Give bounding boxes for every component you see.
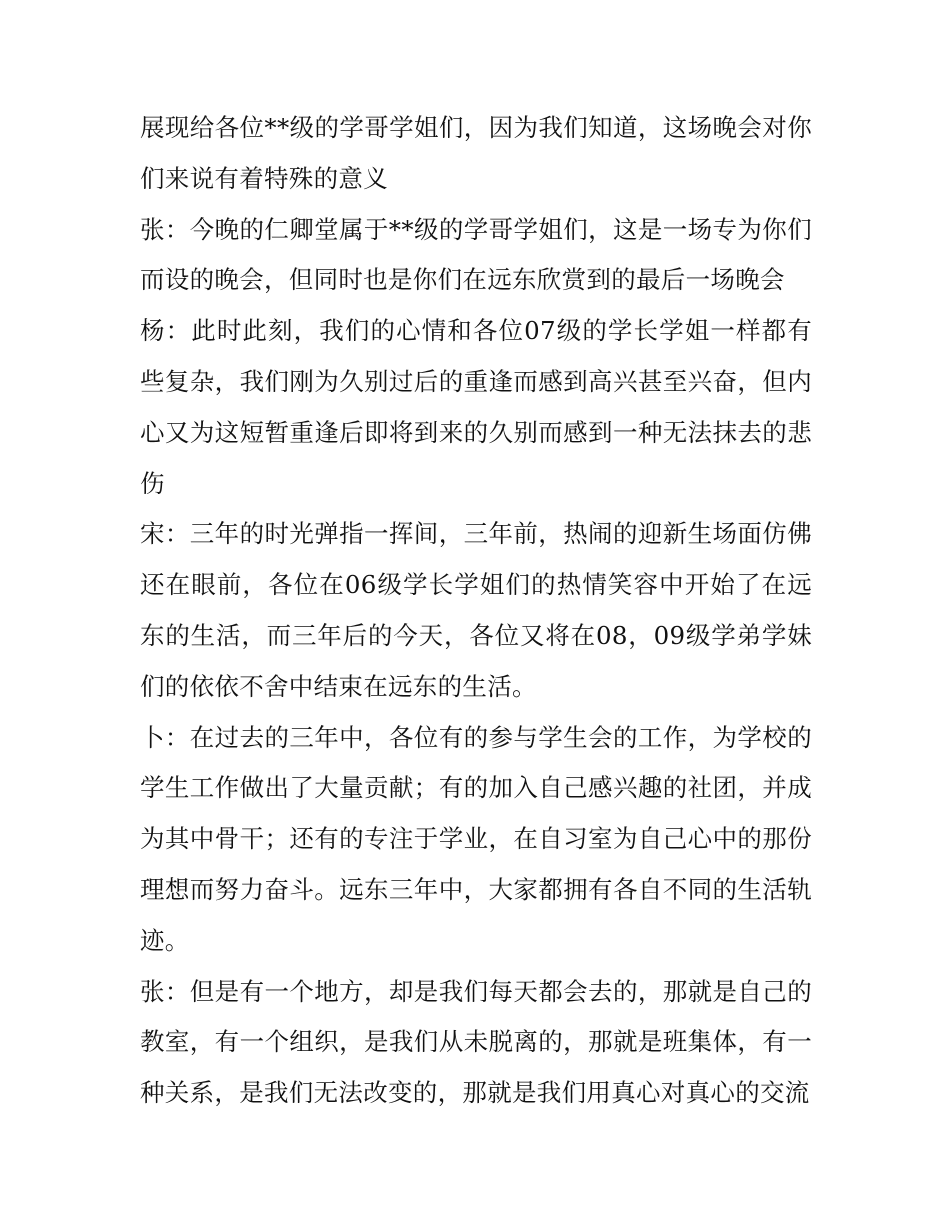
paragraph-zhang-1: 张：今晚的仁卿堂属于**级的学哥学姐们，这是一场专为你们而设的晚会，但同时也是你们在远东欣赏到的最后一场晚会	[140, 214, 812, 295]
paragraph-song: 宋：三年的时光弹指一挥间，三年前，热闹的迎新生场面仿佛还在眼前，各位在06级学长学姐们的热情笑容中开始了在远东的生活，而三年后的今天，各位又将在08，09级学弟学妹们的依依不舍中结束在远东的生活。	[140, 519, 812, 701]
paragraph-zhang-2: 张：但是有一个地方，却是我们每天都会去的，那就是自己的教室，有一个组织，是我们从未脱离的，那就是班集体，有一种关系，是我们无法改变的，那就是我们用真心对真心的交流	[140, 976, 812, 1108]
paragraph-yang: 杨：此时此刻，我们的心情和各位07级的学长学姐一样都有些复杂，我们刚为久别过后的重逢而感到高兴甚至兴奋，但内心又为这短暂重逢后即将到来的久别而感到一种无法抹去的悲伤	[140, 316, 812, 498]
document-body	[140, 103, 812, 1119]
paragraph-intro: 展现给各位**级的学哥学姐们，因为我们知道，这场晚会对你们来说有着特殊的意义	[140, 113, 812, 193]
paragraph-bu: 卜：在过去的三年中，各位有的参与学生会的工作，为学校的学生工作做出了大量贡献；有的加入自己感兴趣的社团，并成为其中骨干；还有的专注于学业，在自习室为自己心中的那份理想而努力奋斗。远东三年中，大家都拥有各自不同的生活轨迹。	[140, 722, 812, 955]
